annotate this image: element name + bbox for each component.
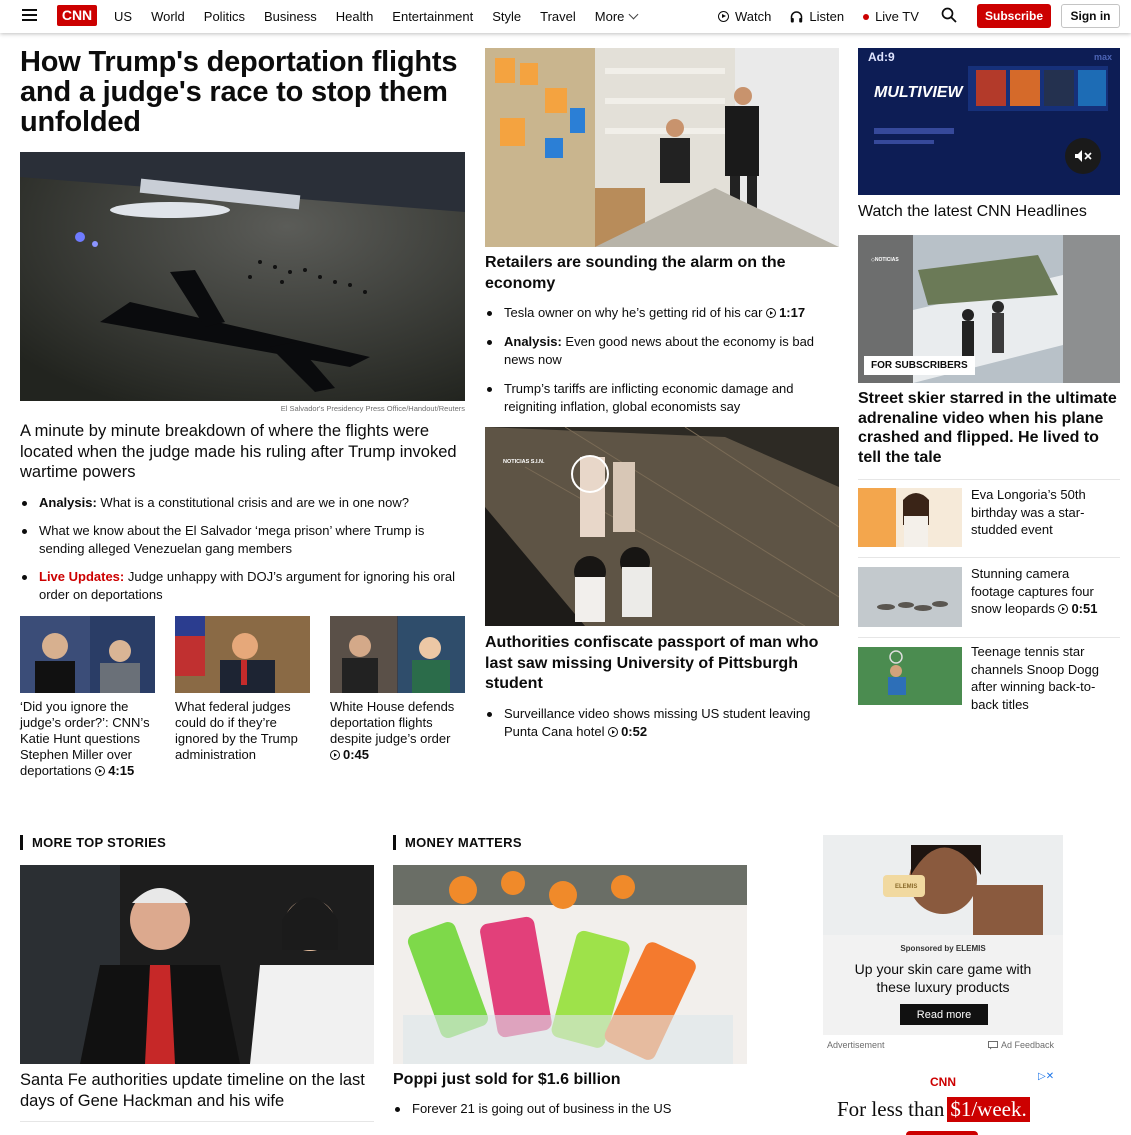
retail-bullet-2-text: Even good news about the economy is bad news now (504, 334, 815, 367)
sign-in-button[interactable]: Sign in (1061, 4, 1120, 28)
video-duration (608, 724, 647, 739)
thumb-1-caption[interactable] (20, 699, 155, 779)
lead-bullet-1[interactable] (20, 494, 465, 512)
divider (858, 479, 1120, 480)
poppi-headline[interactable]: Poppi just sold for $1.6 billion (393, 1071, 621, 1088)
top-nav (0, 0, 1131, 33)
ad-brand: max (1094, 52, 1113, 62)
nav-link-business[interactable]: Business (263, 9, 317, 24)
retail-headline[interactable]: Retailers are sounding the alarm on the economy (485, 254, 786, 292)
divider (858, 557, 1120, 558)
watch-label: Watch (735, 9, 772, 24)
list-1-text[interactable]: Eva Longoria’s 50th birthday was a star-studded event (971, 487, 1086, 537)
pittsburgh-bullet-1[interactable] (485, 705, 839, 741)
skier-headline[interactable]: Street skier starred in the ultimate adrenaline video when his plane crashed and flipped. He lived to tell the tale (858, 390, 1117, 466)
money-bullet-1[interactable]: Forever 21 is going out of business in the US (393, 1100, 747, 1118)
thumb-3-caption[interactable] (330, 699, 468, 763)
promo-cnn-logo: CNN (930, 1075, 956, 1089)
adchoices-icon[interactable]: ▷✕ (1038, 1071, 1055, 1082)
menu-icon[interactable] (22, 9, 37, 22)
lead-subhead[interactable]: A minute by minute breakdown of where the flights were located when the judge made his ruling after Trump invoked wartime powers (20, 422, 457, 481)
play-icon (718, 11, 729, 22)
elemis-ad[interactable] (823, 835, 1063, 1035)
ad-read-more-button[interactable]: Read more (900, 1004, 988, 1025)
mute-button[interactable] (1065, 138, 1101, 174)
play-icon (95, 766, 105, 776)
lead-bullet-3[interactable] (20, 568, 465, 604)
nav-more-label: More (594, 9, 625, 24)
promo-price: $1/week. (947, 1097, 1029, 1122)
elemis-ad-image (823, 835, 1063, 935)
skier-image-watermark: ◇NOTICIAS (871, 257, 899, 263)
live-tv-link[interactable] (863, 9, 919, 24)
retail-bullet-3-text: Trump’s tariffs are inflicting economic damage and reigniting inflation, global economists say (504, 381, 794, 414)
thumb-1-text: ‘Did you ignore the judge’s order?’: CNN’s Katie Hunt questions Stephen Miller over deportations (20, 699, 150, 778)
money-bullets (393, 1100, 747, 1118)
ad-countdown: Ad:9 (868, 50, 895, 64)
retail-bullet-3[interactable] (485, 380, 839, 416)
list-2-text: Stunning camera footage captures four snow leopards (971, 566, 1094, 616)
lead-bullet-2-text: What we know about the El Salvador ‘mega prison’ where Trump is sending alleged Venezuelan gang members (39, 523, 425, 556)
retail-bullet-1-duration: 1:17 (779, 305, 806, 320)
listen-link[interactable] (790, 9, 844, 24)
thumb-3-image[interactable] (330, 616, 465, 693)
promo-button[interactable] (906, 1131, 978, 1135)
cnn-logo[interactable]: CNN (57, 5, 97, 26)
retail-bullet-2[interactable] (485, 333, 839, 369)
retail-bullet-1-text: Tesla owner on why he’s getting rid of his car (504, 305, 767, 320)
lead-bullet-1-text: What is a constitutional crisis and are we in one now? (96, 495, 409, 510)
list-1-image[interactable] (858, 488, 962, 547)
surveillance-video[interactable] (485, 427, 839, 626)
divider (858, 637, 1120, 638)
watch-link[interactable] (718, 9, 771, 24)
analysis-label: Analysis: (504, 334, 562, 349)
retail-bullet-1[interactable] (485, 304, 839, 322)
live-tv-label: Live TV (875, 9, 919, 24)
list-2-duration: 0:51 (1071, 601, 1098, 616)
pittsburgh-headline[interactable]: Authorities confiscate passport of man who last saw missing University of Pittsburgh student (485, 634, 819, 692)
section-more-top-stories[interactable]: MORE TOP STORIES (20, 835, 166, 850)
skier-image[interactable] (858, 235, 1120, 383)
nav-link-entertainment[interactable]: Entertainment (392, 9, 474, 24)
thumb-3-duration: 0:45 (343, 747, 370, 762)
video-duration (1058, 601, 1097, 616)
pittsburgh-bullets (485, 705, 839, 741)
ad-feedback-link[interactable] (988, 1040, 1054, 1050)
video-watermark: NOTICIAS S.I.N. (503, 459, 545, 465)
play-icon (1058, 604, 1068, 614)
divider (20, 1121, 374, 1122)
subscribe-button[interactable]: Subscribe (977, 4, 1051, 28)
chevron-down-icon (629, 10, 639, 20)
analysis-label: Analysis: (39, 495, 97, 510)
list-3-text[interactable]: Teenage tennis star channels Snoop Dogg after winning back-to-back titles (971, 644, 1099, 712)
video-loading-icon (571, 455, 609, 493)
nav-link-travel[interactable]: Travel (540, 9, 576, 24)
list-3-image[interactable] (858, 647, 962, 705)
thumb-2-caption[interactable]: What federal judges could do if they’re ignored by the Trump administration (175, 699, 298, 762)
thumb-2-image[interactable] (175, 616, 310, 693)
nav-link-style[interactable]: Style (492, 9, 522, 24)
video-duration (95, 763, 134, 778)
promo-text[interactable] (837, 1097, 1030, 1122)
subscriber-badge: FOR SUBSCRIBERS (864, 356, 975, 375)
ad-title: Up your skin care game with these luxury products (854, 961, 1032, 995)
elemis-product-label: ELEMIS (895, 884, 918, 890)
live-updates-label: Live Updates: (39, 569, 125, 584)
list-2-caption[interactable] (971, 565, 1116, 618)
mute-icon (1074, 149, 1092, 163)
nav-link-politics[interactable]: Politics (203, 9, 245, 24)
lead-bullets (20, 494, 465, 604)
nav-link-world[interactable]: World (151, 9, 185, 24)
live-dot-icon (863, 14, 869, 20)
ad-sponsor: Sponsored by ELEMIS (900, 944, 986, 953)
video-duration (766, 305, 805, 320)
list-2-image[interactable] (858, 567, 962, 627)
play-icon (330, 750, 340, 760)
nav-link-more[interactable] (595, 9, 638, 24)
video-duration (330, 747, 369, 762)
retail-bullets (485, 304, 839, 416)
retail-image[interactable] (485, 48, 839, 247)
ad-feedback-label: Ad Feedback (1001, 1040, 1055, 1050)
lead-image-credit: El Salvador's Presidency Press Office/Handout/Reuters (280, 404, 465, 413)
lead-bullet-3-text: Judge unhappy with DOJ’s argument for ignoring his oral order on deportations (39, 569, 455, 602)
hackman-headline[interactable]: Santa Fe authorities update timeline on the last days of Gene Hackman and his wife (20, 1071, 365, 1110)
headlines-caption[interactable]: Watch the latest CNN Headlines (858, 203, 1087, 220)
listen-label: Listen (809, 9, 845, 24)
search-icon[interactable] (941, 7, 957, 23)
headphones-icon (790, 11, 803, 23)
feedback-icon (988, 1041, 998, 1050)
thumb-3-text: White House defends deportation flights despite judge’s order (330, 699, 455, 746)
play-icon (608, 727, 618, 737)
thumb-1-duration: 4:15 (108, 763, 135, 778)
lead-bullet-2[interactable] (20, 522, 465, 558)
hackman-image[interactable] (20, 865, 374, 1064)
nav-link-us[interactable]: US (114, 9, 133, 24)
lead-headline[interactable]: How Trump's deportation flights and a judge's race to stop them unfolded (20, 46, 458, 138)
lead-image[interactable] (20, 152, 465, 401)
section-money-matters[interactable]: MONEY MATTERS (393, 835, 522, 850)
pittsburgh-bullet-1-text: Surveillance video shows missing US student leaving Punta Cana hotel (504, 706, 811, 739)
pittsburgh-bullet-1-duration: 0:52 (621, 724, 648, 739)
promo-lead: For less than (837, 1097, 945, 1121)
thumb-1-image[interactable] (20, 616, 155, 693)
nav-actions (718, 0, 938, 33)
nav-links (114, 0, 656, 33)
advertisement-label: Advertisement (827, 1040, 885, 1050)
play-icon (766, 308, 776, 318)
video-ad[interactable] (858, 48, 1120, 195)
nav-link-health[interactable]: Health (335, 9, 374, 24)
ad-title: MULTIVIEW (874, 84, 963, 101)
poppi-image[interactable] (393, 865, 747, 1064)
